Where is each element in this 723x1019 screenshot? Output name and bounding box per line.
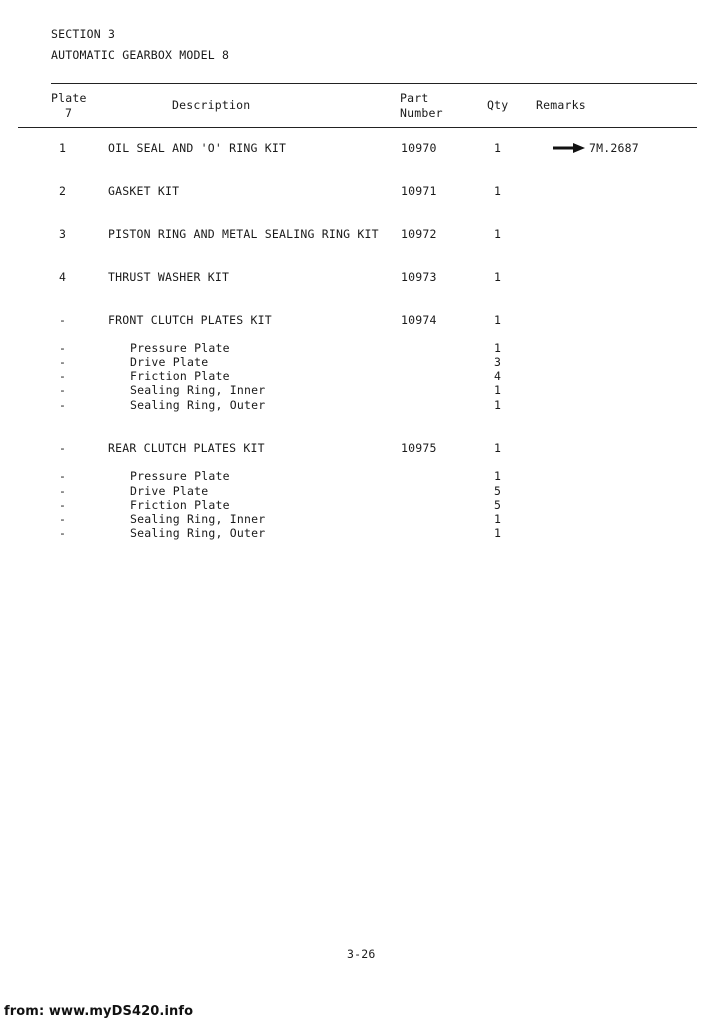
row-qty: 1: [494, 184, 502, 198]
row-qty: 1: [494, 341, 502, 355]
row-plate: 1: [59, 141, 67, 155]
document-subtitle: AUTOMATIC GEARBOX MODEL 8: [51, 48, 230, 62]
row-qty: 1: [494, 441, 502, 455]
header-description: Description: [172, 98, 251, 112]
row-plate: -: [59, 469, 67, 483]
table-top-rule: [51, 83, 697, 84]
row-description: Pressure Plate: [130, 469, 230, 483]
row-plate: 4: [59, 270, 67, 284]
row-description: Friction Plate: [130, 369, 230, 383]
source-footer: from: www.myDS420.info: [4, 1004, 194, 1019]
header-plate-number: 7: [65, 106, 73, 120]
row-plate: -: [59, 355, 67, 369]
row-part-number: 10970: [401, 141, 437, 155]
row-plate: -: [59, 398, 67, 412]
row-qty: 3: [494, 355, 502, 369]
row-plate: -: [59, 526, 67, 540]
row-qty: 4: [494, 369, 502, 383]
row-plate: -: [59, 369, 67, 383]
row-description: THRUST WASHER KIT: [108, 270, 230, 284]
row-plate: -: [59, 341, 67, 355]
row-description: FRONT CLUTCH PLATES KIT: [108, 313, 272, 327]
row-part-number: 10973: [401, 270, 437, 284]
row-plate: -: [59, 498, 67, 512]
row-description: Drive Plate: [130, 484, 209, 498]
header-qty: Qty: [487, 98, 509, 112]
row-plate: -: [59, 441, 67, 455]
row-part-number: 10972: [401, 227, 437, 241]
row-plate: -: [59, 512, 67, 526]
row-plate: 2: [59, 184, 67, 198]
row-description: OIL SEAL AND 'O' RING KIT: [108, 141, 287, 155]
arrow-right-icon: [553, 143, 585, 153]
header-part-number: Number: [400, 106, 443, 120]
row-plate: -: [59, 313, 67, 327]
section-heading: SECTION 3: [51, 27, 116, 41]
row-description: GASKET KIT: [108, 184, 180, 198]
row-qty: 1: [494, 313, 502, 327]
row-description: Sealing Ring, Outer: [130, 398, 266, 412]
header-plate: Plate: [51, 91, 87, 105]
row-qty: 1: [494, 270, 502, 284]
row-description: REAR CLUTCH PLATES KIT: [108, 441, 265, 455]
table-header-rule: [18, 127, 697, 128]
header-part: Part: [400, 91, 429, 105]
row-qty: 1: [494, 141, 502, 155]
row-description: Sealing Ring, Inner: [130, 383, 266, 397]
row-qty: 5: [494, 498, 502, 512]
row-description: Friction Plate: [130, 498, 230, 512]
row-qty: 5: [494, 484, 502, 498]
row-qty: 1: [494, 469, 502, 483]
row-description: Sealing Ring, Inner: [130, 512, 266, 526]
row-description: Sealing Ring, Outer: [130, 526, 266, 540]
row-description: Drive Plate: [130, 355, 209, 369]
row-description: Pressure Plate: [130, 341, 230, 355]
row-description: PISTON RING AND METAL SEALING RING KIT: [108, 227, 379, 241]
row-plate: 3: [59, 227, 67, 241]
row-qty: 1: [494, 526, 502, 540]
row-plate: -: [59, 383, 67, 397]
row-part-number: 10971: [401, 184, 437, 198]
row-qty: 1: [494, 383, 502, 397]
row-qty: 1: [494, 398, 502, 412]
row-plate: -: [59, 484, 67, 498]
row-remarks: 7M.2687: [589, 141, 639, 155]
page-number: 3-26: [347, 947, 376, 961]
row-qty: 1: [494, 512, 502, 526]
row-qty: 1: [494, 227, 502, 241]
row-part-number: 10974: [401, 313, 437, 327]
row-part-number: 10975: [401, 441, 437, 455]
header-remarks: Remarks: [536, 98, 586, 112]
